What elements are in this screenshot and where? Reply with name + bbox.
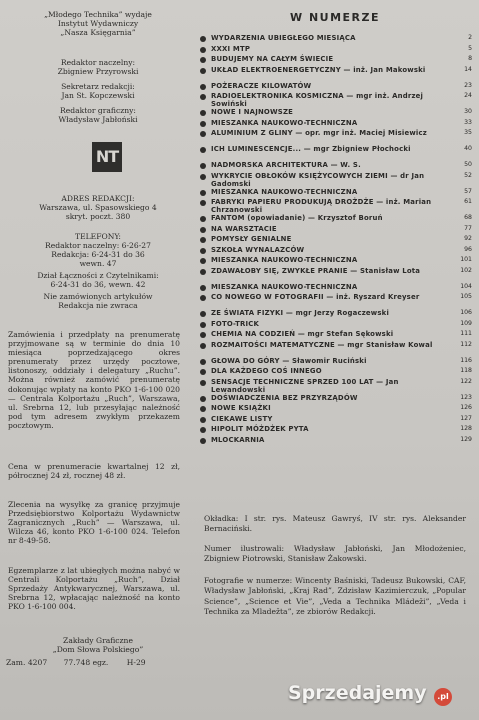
bullet-icon <box>200 343 206 349</box>
toc-item <box>196 45 472 56</box>
toc-item <box>196 256 472 267</box>
toc-item-page: 112 <box>460 340 472 348</box>
toc-item <box>196 198 472 214</box>
phone-line: Redakcja: 6-24-31 do 36 <box>51 250 145 259</box>
toc-item <box>196 34 472 45</box>
phones-block <box>0 232 196 310</box>
phone-line: 6-24-31 do 36, wewn. 42 <box>50 280 146 289</box>
toc-item-page: 24 <box>464 92 472 99</box>
toc-item-title: NA WARSZTACIE <box>211 224 277 233</box>
toc-item <box>196 320 472 331</box>
watermark-logo: Sprzedajemy <box>288 682 427 704</box>
toc-item-page: 118 <box>460 367 472 374</box>
toc-item-page: 8 <box>468 55 472 62</box>
toc-item <box>196 92 472 108</box>
toc-item-page: 104 <box>460 282 472 290</box>
editors-block <box>0 58 196 124</box>
toc-item <box>196 341 472 357</box>
toc-item-title: DLA KAŻDEGO COŚ INNEGO <box>211 367 322 375</box>
magazine-logo: NT <box>92 142 122 172</box>
toc-item-page: 105 <box>460 293 472 300</box>
toc-item <box>196 436 472 447</box>
toc-item-page: 2 <box>468 34 472 41</box>
toc-item <box>196 188 472 199</box>
toc-item <box>196 394 472 405</box>
toc-item-title: ICH LUMINESCENCJE... — mgr Zbigniew Płochocki <box>211 145 411 153</box>
toc-item-page: 111 <box>460 330 472 337</box>
subscription-text: Zamówienia i przedpłaty na prenumeratę przyjmowane są w terminie do dnia 10 miesiąca poprzedzającego okres prenumeraty przez urzędy pocztowe, listonoszy, oddziały i delegatury „Ruchu”. Można również zamówić prenumeratę dokonując wpłaty na konto PKO 1-6-100 020 — Centrala Kolportażu „Ruch”, Warszawa, ul. Srebrna 12, lub przesyłając należność pod tym adresem zwykłym przekazem pocztowym. <box>8 330 180 430</box>
cover-credit: Okładka: I str. rys. Mateusz Gawryś, IV str. rys. Aleksander Bernaciński. <box>204 514 466 534</box>
toc-item <box>196 225 472 236</box>
editor-name: Jan St. Kopczewski <box>61 91 135 100</box>
toc-item-title: NOWE I NAJNOWSZE <box>211 108 294 116</box>
toc-item <box>196 235 472 246</box>
toc-item <box>196 309 472 320</box>
bullet-icon <box>200 200 206 206</box>
note-line: Nie zamówionych artykułów <box>43 292 153 301</box>
toc-item-page: 57 <box>464 187 472 195</box>
bullet-icon <box>200 369 206 375</box>
toc-item-page: 68 <box>464 214 472 221</box>
bullet-icon <box>200 147 206 153</box>
toc-item-title: NADMORSKA ARCHITEKTURA — W. S. <box>211 161 361 169</box>
toc-item <box>196 283 472 294</box>
toc-item-page: 33 <box>464 118 472 126</box>
toc-item-page: 50 <box>464 161 472 168</box>
bullet-icon <box>200 84 206 90</box>
toc-item <box>196 330 472 341</box>
toc-item-title: POŻERACZE KILOWATÓW <box>211 81 312 90</box>
toc-item-title: MIESZANKA NAUKOWO-TECHNICZNA <box>211 256 358 264</box>
toc-item <box>196 82 472 93</box>
toc-item <box>196 66 472 82</box>
toc-item <box>196 267 472 283</box>
bullet-icon <box>200 36 206 42</box>
toc-item-title: DOŚWIADCZENIA BEZ PRZYRZĄDÓW <box>211 393 358 402</box>
toc-item <box>196 145 472 161</box>
print-run <box>6 658 190 667</box>
toc-item <box>196 425 472 436</box>
toc-item <box>196 161 472 172</box>
phones-heading: TELEFONY: <box>75 232 121 241</box>
toc-item-title: FOTO-TRICK <box>211 319 260 328</box>
bullet-icon <box>200 227 206 233</box>
phone-line: Dział Łączności z Czytelnikami: <box>37 271 159 280</box>
publisher-block <box>0 10 196 37</box>
order-number: Zam. 4207 <box>6 658 48 667</box>
toc-item <box>196 404 472 415</box>
toc-item-page: 14 <box>464 65 472 73</box>
toc-item-page: 52 <box>464 171 472 179</box>
bullet-icon <box>200 237 206 243</box>
printer-line: Zakłady Graficzne <box>63 636 133 645</box>
toc-item-page: 126 <box>460 404 472 411</box>
bullet-icon <box>200 427 206 433</box>
toc-item-title: ALUMINIUM Z GLINY — opr. mgr inż. Maciej Misiewicz <box>211 129 427 137</box>
toc-item-title: ROZMAITOŚCI MATEMATYCZNE — mgr Stanisław Kowal <box>211 340 433 349</box>
toc-item-page: 127 <box>460 414 472 422</box>
toc-item-page: 128 <box>460 425 472 432</box>
bullet-icon <box>200 322 206 328</box>
bullet-icon <box>200 163 206 169</box>
toc-item-title: WYKRYCIE OBŁOKÓW KSIĘŻYCOWYCH ZIEMI — dr Jan Gadomski <box>211 171 425 188</box>
bullet-icon <box>200 94 206 100</box>
address-line: Warszawa, ul. Spasowskiego 4 <box>39 203 157 212</box>
toc-item-title: WYDARZENIA UBIEGŁEGO MIESIĄCA <box>211 34 356 42</box>
toc-item-title: XXXI MTP <box>211 44 251 53</box>
toc-item-page: 92 <box>464 235 472 242</box>
toc-item <box>196 293 472 309</box>
toc-item-title: FANTOM (opowiadanie) — Krzysztof Boruń <box>211 214 383 222</box>
toc-item-page: 77 <box>464 224 472 232</box>
printer-line: „Dom Słowa Polskiego” <box>52 645 144 654</box>
bullet-icon <box>200 47 206 53</box>
toc-item-title: SZKOŁA WYNALAZCÓW <box>211 245 305 254</box>
toc-item-page: 61 <box>464 198 472 205</box>
toc-item-title: CIEKAWE LISTY <box>211 414 273 423</box>
toc-item-page: 122 <box>460 377 472 385</box>
toc-item-page: 96 <box>464 245 472 253</box>
bullet-icon <box>200 110 206 116</box>
bullet-icon <box>200 285 206 291</box>
toc-item-title: ZDAWAŁOBY SIĘ, ZWYKŁE PRANIE — Stanisław Lota <box>211 266 421 275</box>
toc-item-title: NOWE KSIĄŻKI <box>211 404 271 412</box>
bullet-icon <box>200 417 206 423</box>
toc-item-page: 106 <box>460 309 472 316</box>
issue-code: H-29 <box>126 658 146 667</box>
bullet-icon <box>200 396 206 402</box>
editor-name: Władysław Jabłoński <box>58 115 138 124</box>
bullet-icon <box>200 359 206 365</box>
watermark-badge: .pl <box>434 688 452 706</box>
toc-item-page: 129 <box>460 435 472 443</box>
toc-item-title: MLOCKARNIA <box>211 435 265 444</box>
bullet-icon <box>200 295 206 301</box>
toc-item-title: CHEMIA NA CODZIEŃ — mgr Stefan Sękowski <box>211 330 394 338</box>
toc-item-title: FABRYKI PAPIERU PRODUKUJĄ DROŻDŻE — inż. Marian Chrzanowski <box>211 198 432 215</box>
illustrators-credit: Numer ilustrowali: Władysław Jabłoński, Jan Młodożeniec, Zbigniew Piotrowski, Stanisław Żakowski. <box>204 544 466 564</box>
toc-item-page: 116 <box>460 356 472 364</box>
toc-item-page: 35 <box>464 129 472 136</box>
toc-item-page: 123 <box>460 393 472 401</box>
publisher-line: „Nasza Księgarnia” <box>60 28 136 37</box>
toc-item <box>196 357 472 368</box>
toc-item-title: POMYSŁY GENIALNE <box>211 235 292 243</box>
toc-item <box>196 367 472 378</box>
editor-role: Redaktor graficzny: <box>60 106 136 115</box>
bullet-icon <box>200 380 206 386</box>
toc-title: W NUMERZE <box>290 11 381 24</box>
editor-role: Redaktor naczelny: <box>60 58 136 67</box>
toc-item-page: 101 <box>460 256 472 263</box>
photos-credit: Fotografie w numerze: Wincenty Baśniski, Tadeusz Bukowski, CAF, Władysław Jabłoński, „Kraj Rad”, Zdzisław Kazimierczuk, „Popular Science”, „Science et Vie”, „Veda a Technika Mládeži”, „Veda i Technika za Mladežta”, ze zbiorów Redakcji. <box>204 576 466 617</box>
publisher-line: Instytut Wydawniczy <box>57 19 139 28</box>
toc-item-title: MIESZANKA NAUKOWO-TECHNICZNA <box>211 187 358 196</box>
toc-item <box>196 129 472 145</box>
note-line: Redakcja nie zwraca <box>58 301 138 310</box>
bullet-icon <box>200 121 206 127</box>
address-line: skryt. poczt. 380 <box>65 212 131 221</box>
toc-item-title: SENSACJE TECHNICZNE SPRZED 100 LAT — Jan Lewandowski <box>211 377 399 394</box>
toc-item-title: HIPOLIT MÓŻDŻEK PYTA <box>211 425 309 433</box>
toc-item-title: UKŁAD ELEKTROENERGETYCZNY — inż. Jan Makowski <box>211 65 426 74</box>
toc-item-title: CO NOWEGO W FOTOGRAFII — inż. Ryszard Kreyser <box>211 293 420 301</box>
archive-text: Egzemplarze z lat ubiegłych można nabyć w Centrali Kolportażu „Ruch”, Dział Sprzedaży Antykwarycznej, Warszawa, ul. Srebrna 12, wpłacając należność na konto PKO 1-6-100 004. <box>8 566 180 612</box>
toc-item <box>196 119 472 130</box>
publisher-line: „Młodego Technika” wydaje <box>44 10 152 19</box>
toc-item <box>196 172 472 188</box>
abroad-text: Zlecenia na wysyłkę za granicę przyjmuje Przedsiębiorstwo Kolportażu Wydawnictw Zagranicznych „Ruch” — Warszawa, ul. Wilcza 46, konto PKO 1-6-100 024. Telefon nr 8-49-58. <box>8 500 180 546</box>
bullet-icon <box>200 258 206 264</box>
bullet-icon <box>200 311 206 317</box>
address-block <box>0 194 196 221</box>
editor-name: Zbigniew Przyrowski <box>57 67 139 76</box>
price-text: Cena w prenumeracie kwartalnej 12 zł, półrocznej 24 zł, rocznej 48 zł. <box>8 462 180 481</box>
toc-item-title: RADIOELEKTRONIKA KOSMICZNA — mgr inż. Andrzej Sowiński <box>211 92 424 109</box>
toc-item-page: 23 <box>464 81 472 89</box>
toc-item <box>196 108 472 119</box>
toc-item-title: MIESZANKA NAUKOWO-TECHNICZNA <box>211 118 358 127</box>
toc-item-page: 102 <box>460 266 472 274</box>
printer-block <box>0 636 196 654</box>
toc-item-page: 40 <box>464 145 472 152</box>
bullet-icon <box>200 131 206 137</box>
toc-item-title: ZE ŚWIATA FIZYKI — mgr Jerzy Rogaczewski <box>211 309 390 317</box>
phone-line: Redaktor naczelny: 6-26-27 <box>45 241 151 250</box>
toc-item <box>196 378 472 394</box>
copies-count: 77.748 egz. <box>63 658 109 667</box>
toc-item <box>196 214 472 225</box>
phone-line: wewn. 47 <box>79 259 117 268</box>
bullet-icon <box>200 57 206 63</box>
bullet-icon <box>200 174 206 180</box>
toc-item-page: 30 <box>464 108 472 115</box>
toc-item-title: GŁOWA DO GÓRY — Sławomir Ruciński <box>211 356 367 365</box>
address-heading: ADRES REDAKCJI: <box>61 194 135 203</box>
toc-item <box>196 55 472 66</box>
toc-item <box>196 246 472 257</box>
bullet-icon <box>200 248 206 254</box>
bullet-icon <box>200 438 206 444</box>
toc-item-title: MIESZANKA NAUKOWO-TECHNICZNA <box>211 282 358 291</box>
toc-item-page: 5 <box>468 44 472 52</box>
toc-item-title: BUDUJEMY NA CAŁYM ŚWIECIE <box>211 55 334 63</box>
toc-item <box>196 415 472 426</box>
bullet-icon <box>200 406 206 412</box>
bullet-icon <box>200 68 206 74</box>
bullet-icon <box>200 269 206 275</box>
toc-item-page: 109 <box>460 319 472 327</box>
editor-role: Sekretarz redakcji: <box>61 82 135 91</box>
bullet-icon <box>200 216 206 222</box>
bullet-icon <box>200 190 206 196</box>
bullet-icon <box>200 332 206 338</box>
